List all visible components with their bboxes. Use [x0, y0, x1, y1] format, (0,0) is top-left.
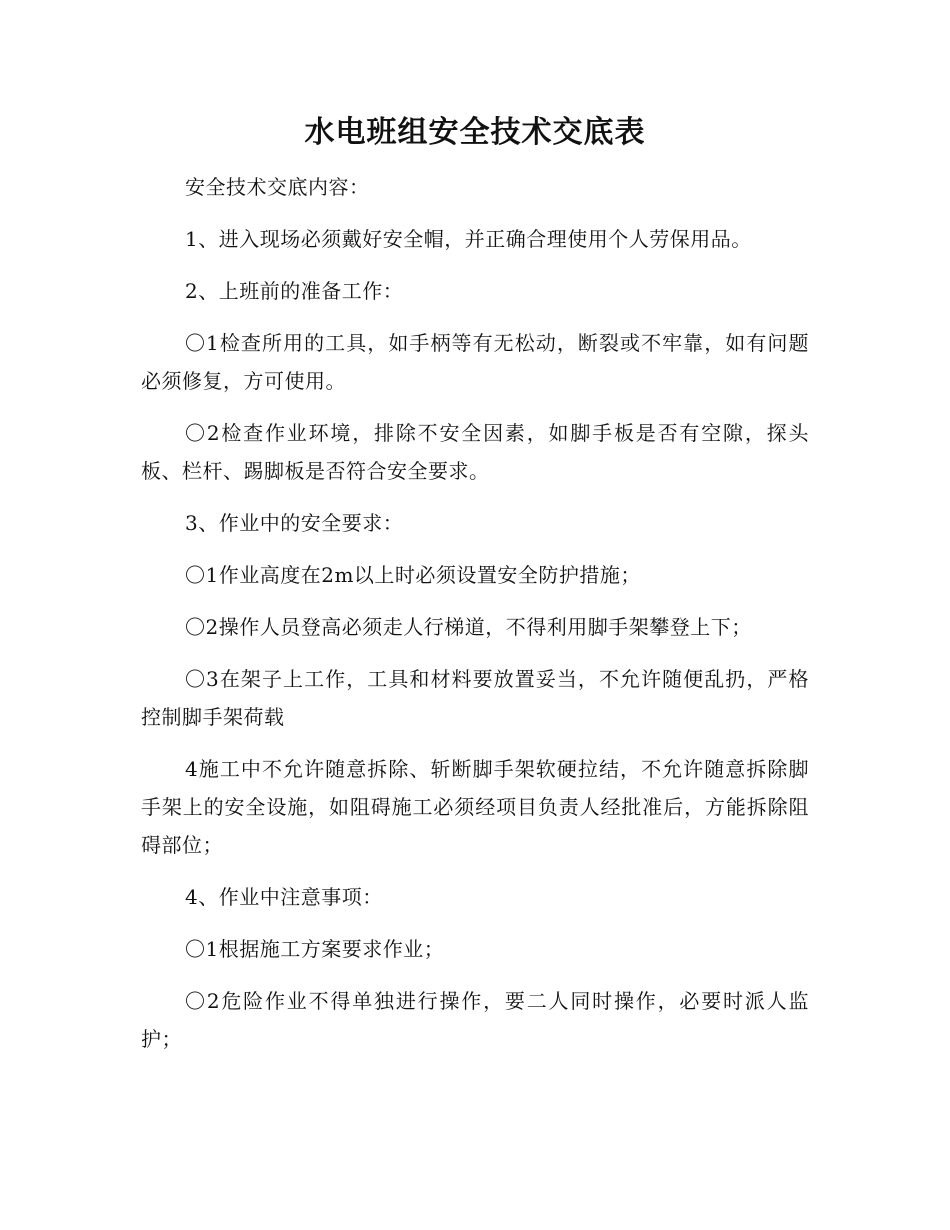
paragraph-item-1: 1、进入现场必须戴好安全帽，并正确合理使用个人劳保用品。 [185, 227, 752, 251]
paragraph-item-4-heading: 4、作业中注意事项： [185, 885, 383, 909]
paragraph-item-3-4: 4施工中不允许随意拆除、斩断脚手架软硬拉结，不允许随意拆除脚手架上的安全设施，如阻碍施工必须经项目负责人经批准后，方能拆除阻碍部位； [141, 757, 809, 857]
document-title: 水电班组安全技术交底表 [304, 115, 646, 150]
paragraph-item-3-1: 〇1作业高度在2m以上时必须设置安全防护措施； [185, 563, 641, 587]
paragraph-item-2-1: 〇1检查所用的工具，如手柄等有无松动，断裂或不牢靠，如有问题必须修复，方可使用。 [141, 331, 809, 393]
document-body [141, 168, 809, 1058]
paragraph-item-4-1: 〇1根据施工方案要求作业； [185, 937, 445, 961]
paragraph-item-2-2: 〇2检查作业环境，排除不安全因素，如脚手板是否有空隙，探头板、栏杆、踢脚板是否符合安全要求。 [141, 421, 809, 483]
paragraph-intro: 安全技术交底内容： [185, 175, 370, 199]
paragraph-item-3-heading: 3、作业中的安全要求： [185, 511, 404, 535]
paragraph-item-2-heading: 2、上班前的准备工作： [185, 279, 404, 303]
paragraph-item-3-2: 〇2操作人员登高必须走人行梯道，不得利用脚手架攀登上下； [185, 615, 752, 639]
paragraph-item-4-2: 〇2危险作业不得单独进行操作，要二人同时操作，必要时派人监护； [141, 989, 809, 1051]
paragraph-item-3-3: 〇3在架子上工作，工具和材料要放置妥当，不允许随便乱扔，严格控制脚手架荷载 [141, 667, 809, 729]
